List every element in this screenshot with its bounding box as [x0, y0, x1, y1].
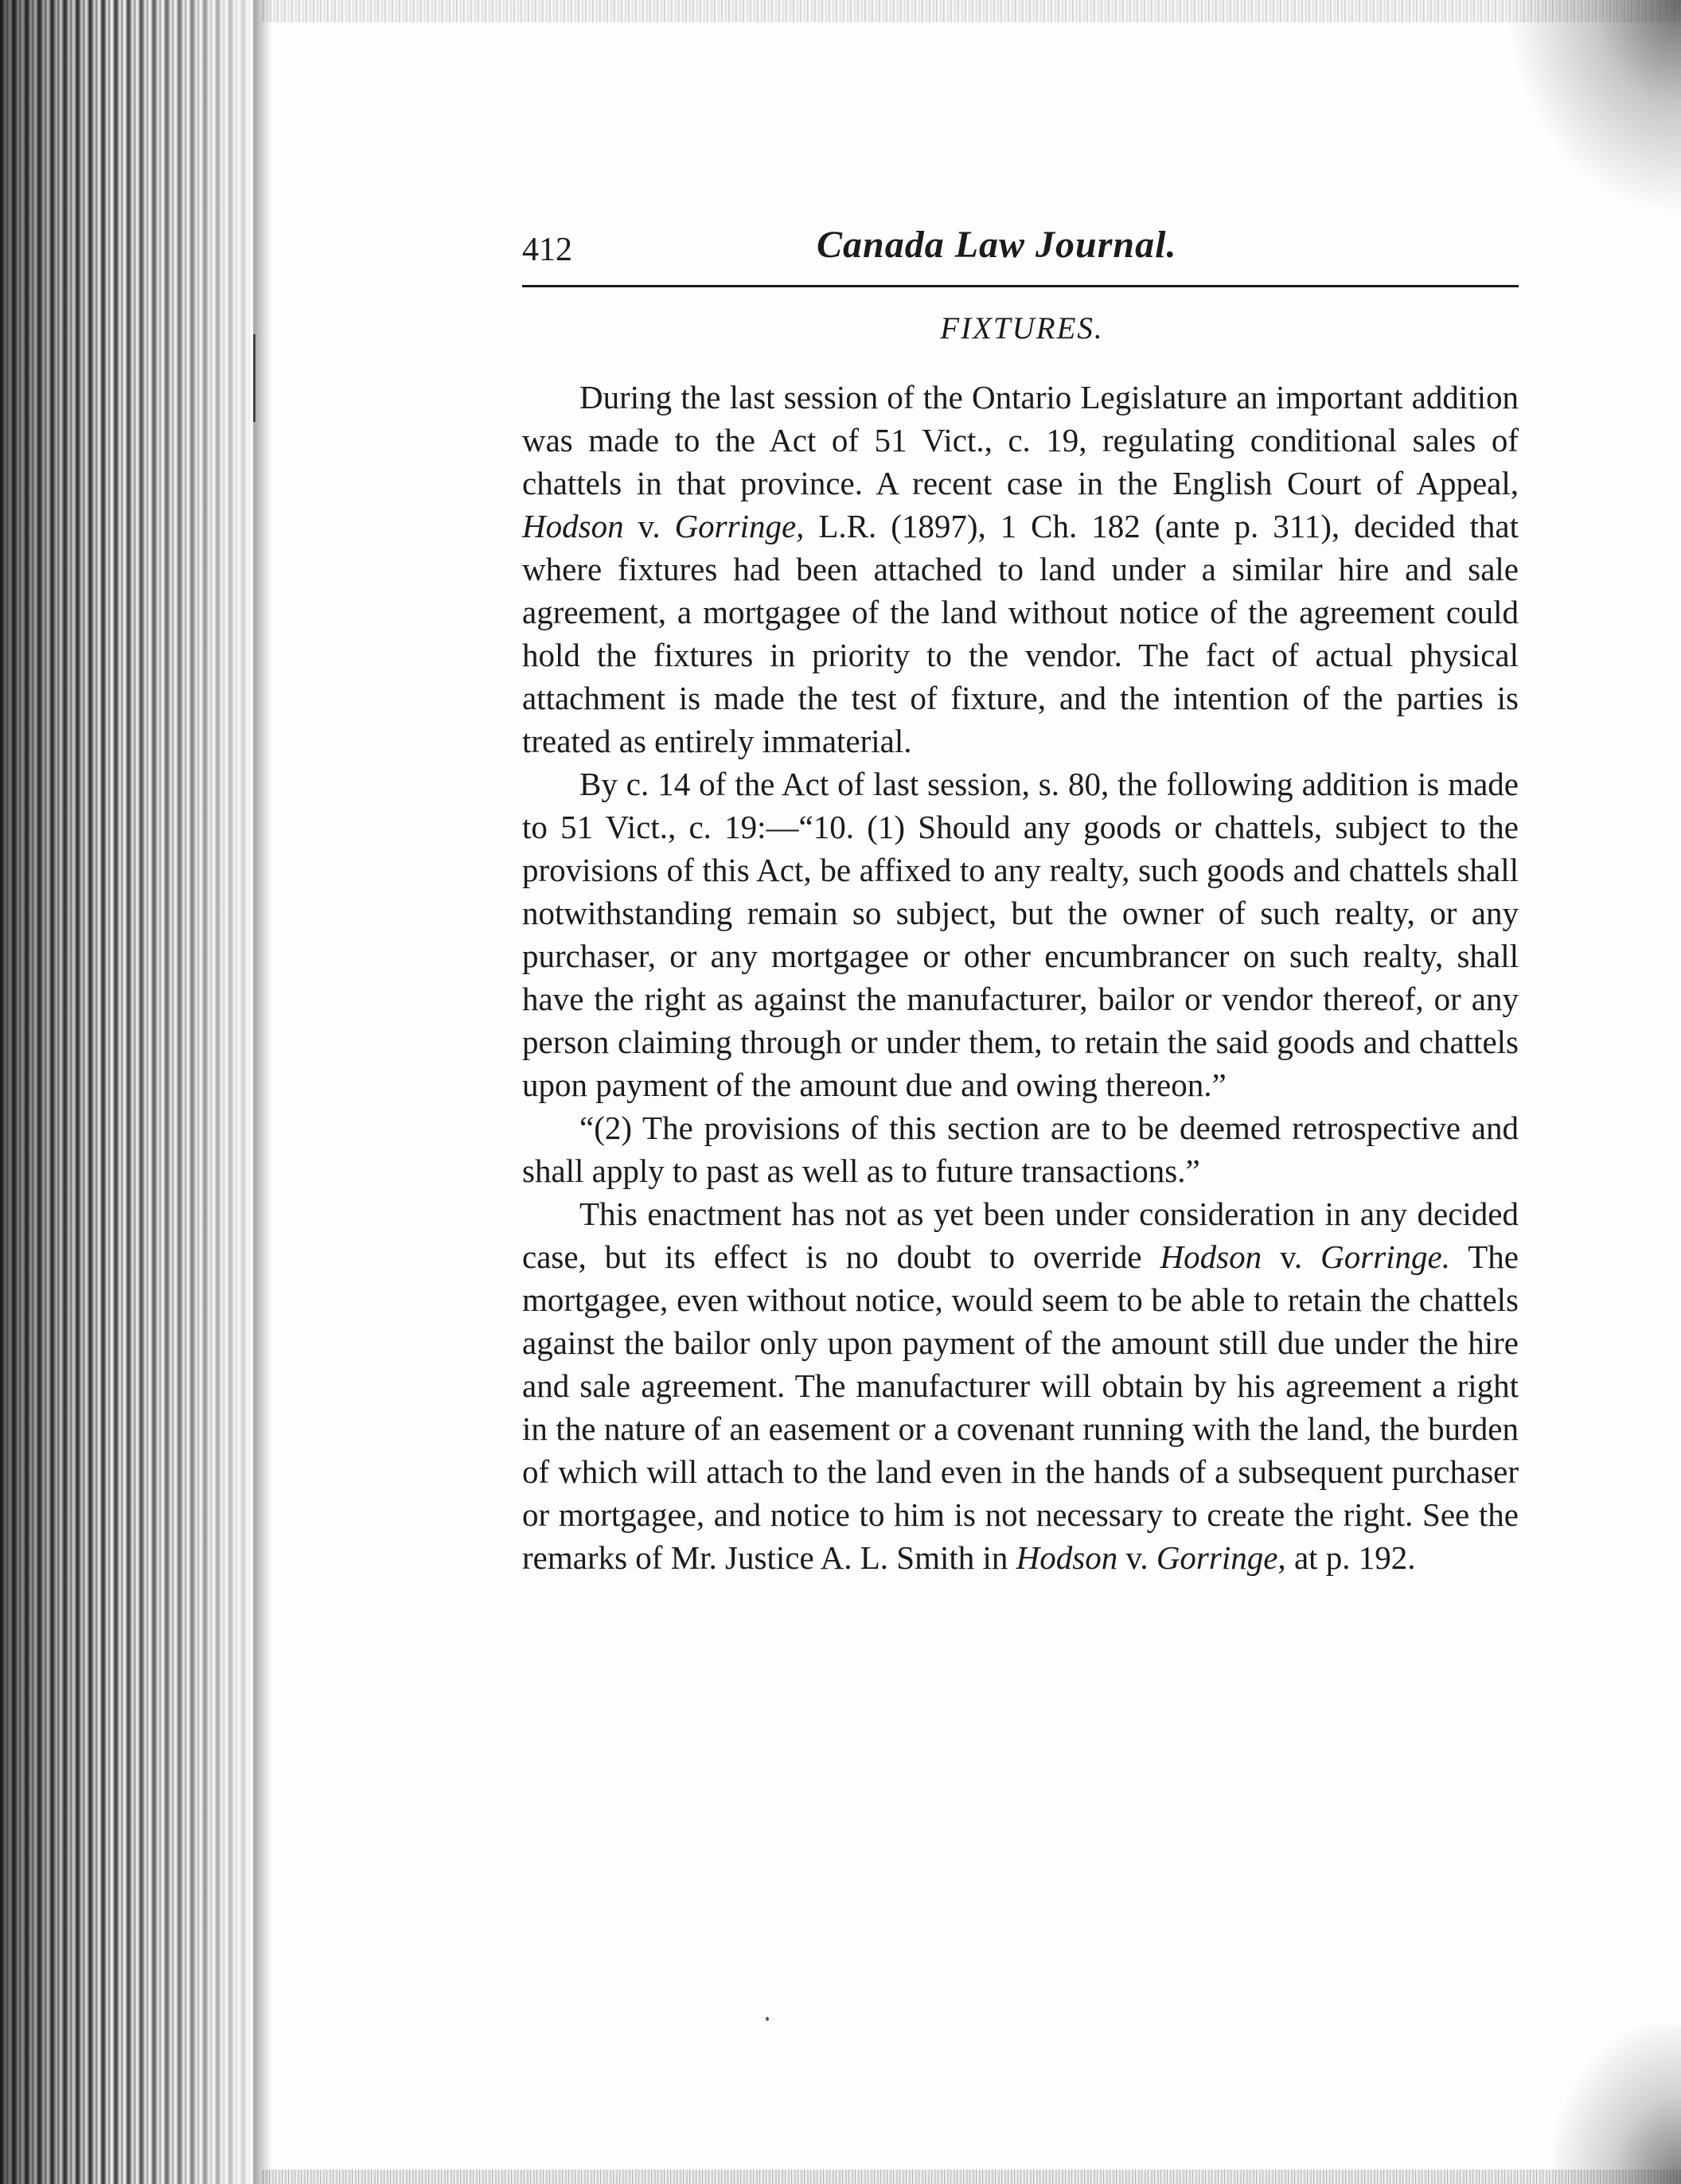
case-name: Gorringe,	[674, 508, 805, 544]
text-run: v.	[1117, 1539, 1156, 1576]
paragraph	[522, 762, 1519, 1106]
paragraph	[522, 1106, 1519, 1192]
paragraph	[522, 1192, 1519, 1579]
text-run: v.	[623, 508, 675, 544]
margin-mark	[253, 334, 260, 422]
text-run: at p. 192.	[1285, 1539, 1416, 1576]
text-run: By c. 14 of the Act of last session, s. 80, the following addition is made to 51 Vict., c. 19:—“10. (1) Should any goods or chattels, subject to the provisions of this Act, be affixed to any realty, such goods and chattels shall notwithstanding remain so subject, but the owner of such realty, or any purchaser, or any mortgagee or other encumbrancer on such realty, shall have the right as against the manufacturer, bailor or vendor thereof, or any person claiming through or under them, to retain the said goods and chattels upon payment of the amount due and owing thereon.”	[522, 766, 1519, 1103]
text-run: “(2) The provisions of this section are to be deemed retrospective and shall apply to past as well as to future transactions.”	[522, 1110, 1519, 1189]
article-title: FIXTURES.	[940, 311, 1104, 345]
case-name: Hodson	[522, 508, 624, 544]
case-name: Gorringe.	[1320, 1238, 1450, 1275]
text-run: v.	[1262, 1238, 1321, 1275]
top-edge-noise	[263, 0, 1681, 22]
bottom-edge-noise	[263, 2170, 1681, 2184]
header-rule	[522, 285, 1519, 287]
text-run: This enactment has not as yet been under consideration in any decided case, but its effect is no doubt to override	[522, 1195, 1519, 1275]
page-content	[522, 223, 1522, 1576]
ink-speck	[766, 2017, 769, 2021]
case-name: Gorringe,	[1156, 1539, 1286, 1576]
page-number: 412	[522, 232, 572, 268]
text-run: The mortgagee, even without notice, would seem to be able to retain the chattels against the bailor only upon payment of the amount still due under the hire and sale agreement. The manufacturer will obtain by his agreement a right in the nature of an easement or a covenant running with the land, the burden of which will attach to the land even in the hands of a subsequent purchaser or mortgagee, and notice to him is not necessary to create the right. See the remarks of Mr. Justice A. L. Smith in	[522, 1238, 1519, 1576]
case-name: Hodson	[1016, 1539, 1118, 1576]
journal-title: Canada Law Journal.	[817, 224, 1177, 266]
case-name: Hodson	[1160, 1238, 1262, 1275]
text-run: L.R. (1897), 1 Ch. 182 (ante p. 311), decided that where fixtures had been attached to land under a similar hire and sale agreement, a mortgagee of the land without notice of the agreement could hold the fixtures in priority to the vendor. The fact of actual physical attachment is made the test of fixture, and the intention of the parties is treated as entirely immaterial.	[522, 508, 1519, 759]
paragraph	[522, 376, 1519, 762]
spine-shadow	[0, 0, 271, 2184]
bottom-right-corner-noise	[1554, 2025, 1681, 2184]
text-run: During the last session of the Ontario Legislature an important addition was made to the Act of 51 Vict., c. 19, regulating conditional sales of chattels in that province. A recent case in the English Court of Appeal,	[522, 379, 1519, 501]
article-body	[522, 376, 1519, 1579]
running-head	[522, 223, 1522, 272]
top-right-corner-noise	[1506, 0, 1681, 215]
page-edge	[253, 0, 272, 2184]
